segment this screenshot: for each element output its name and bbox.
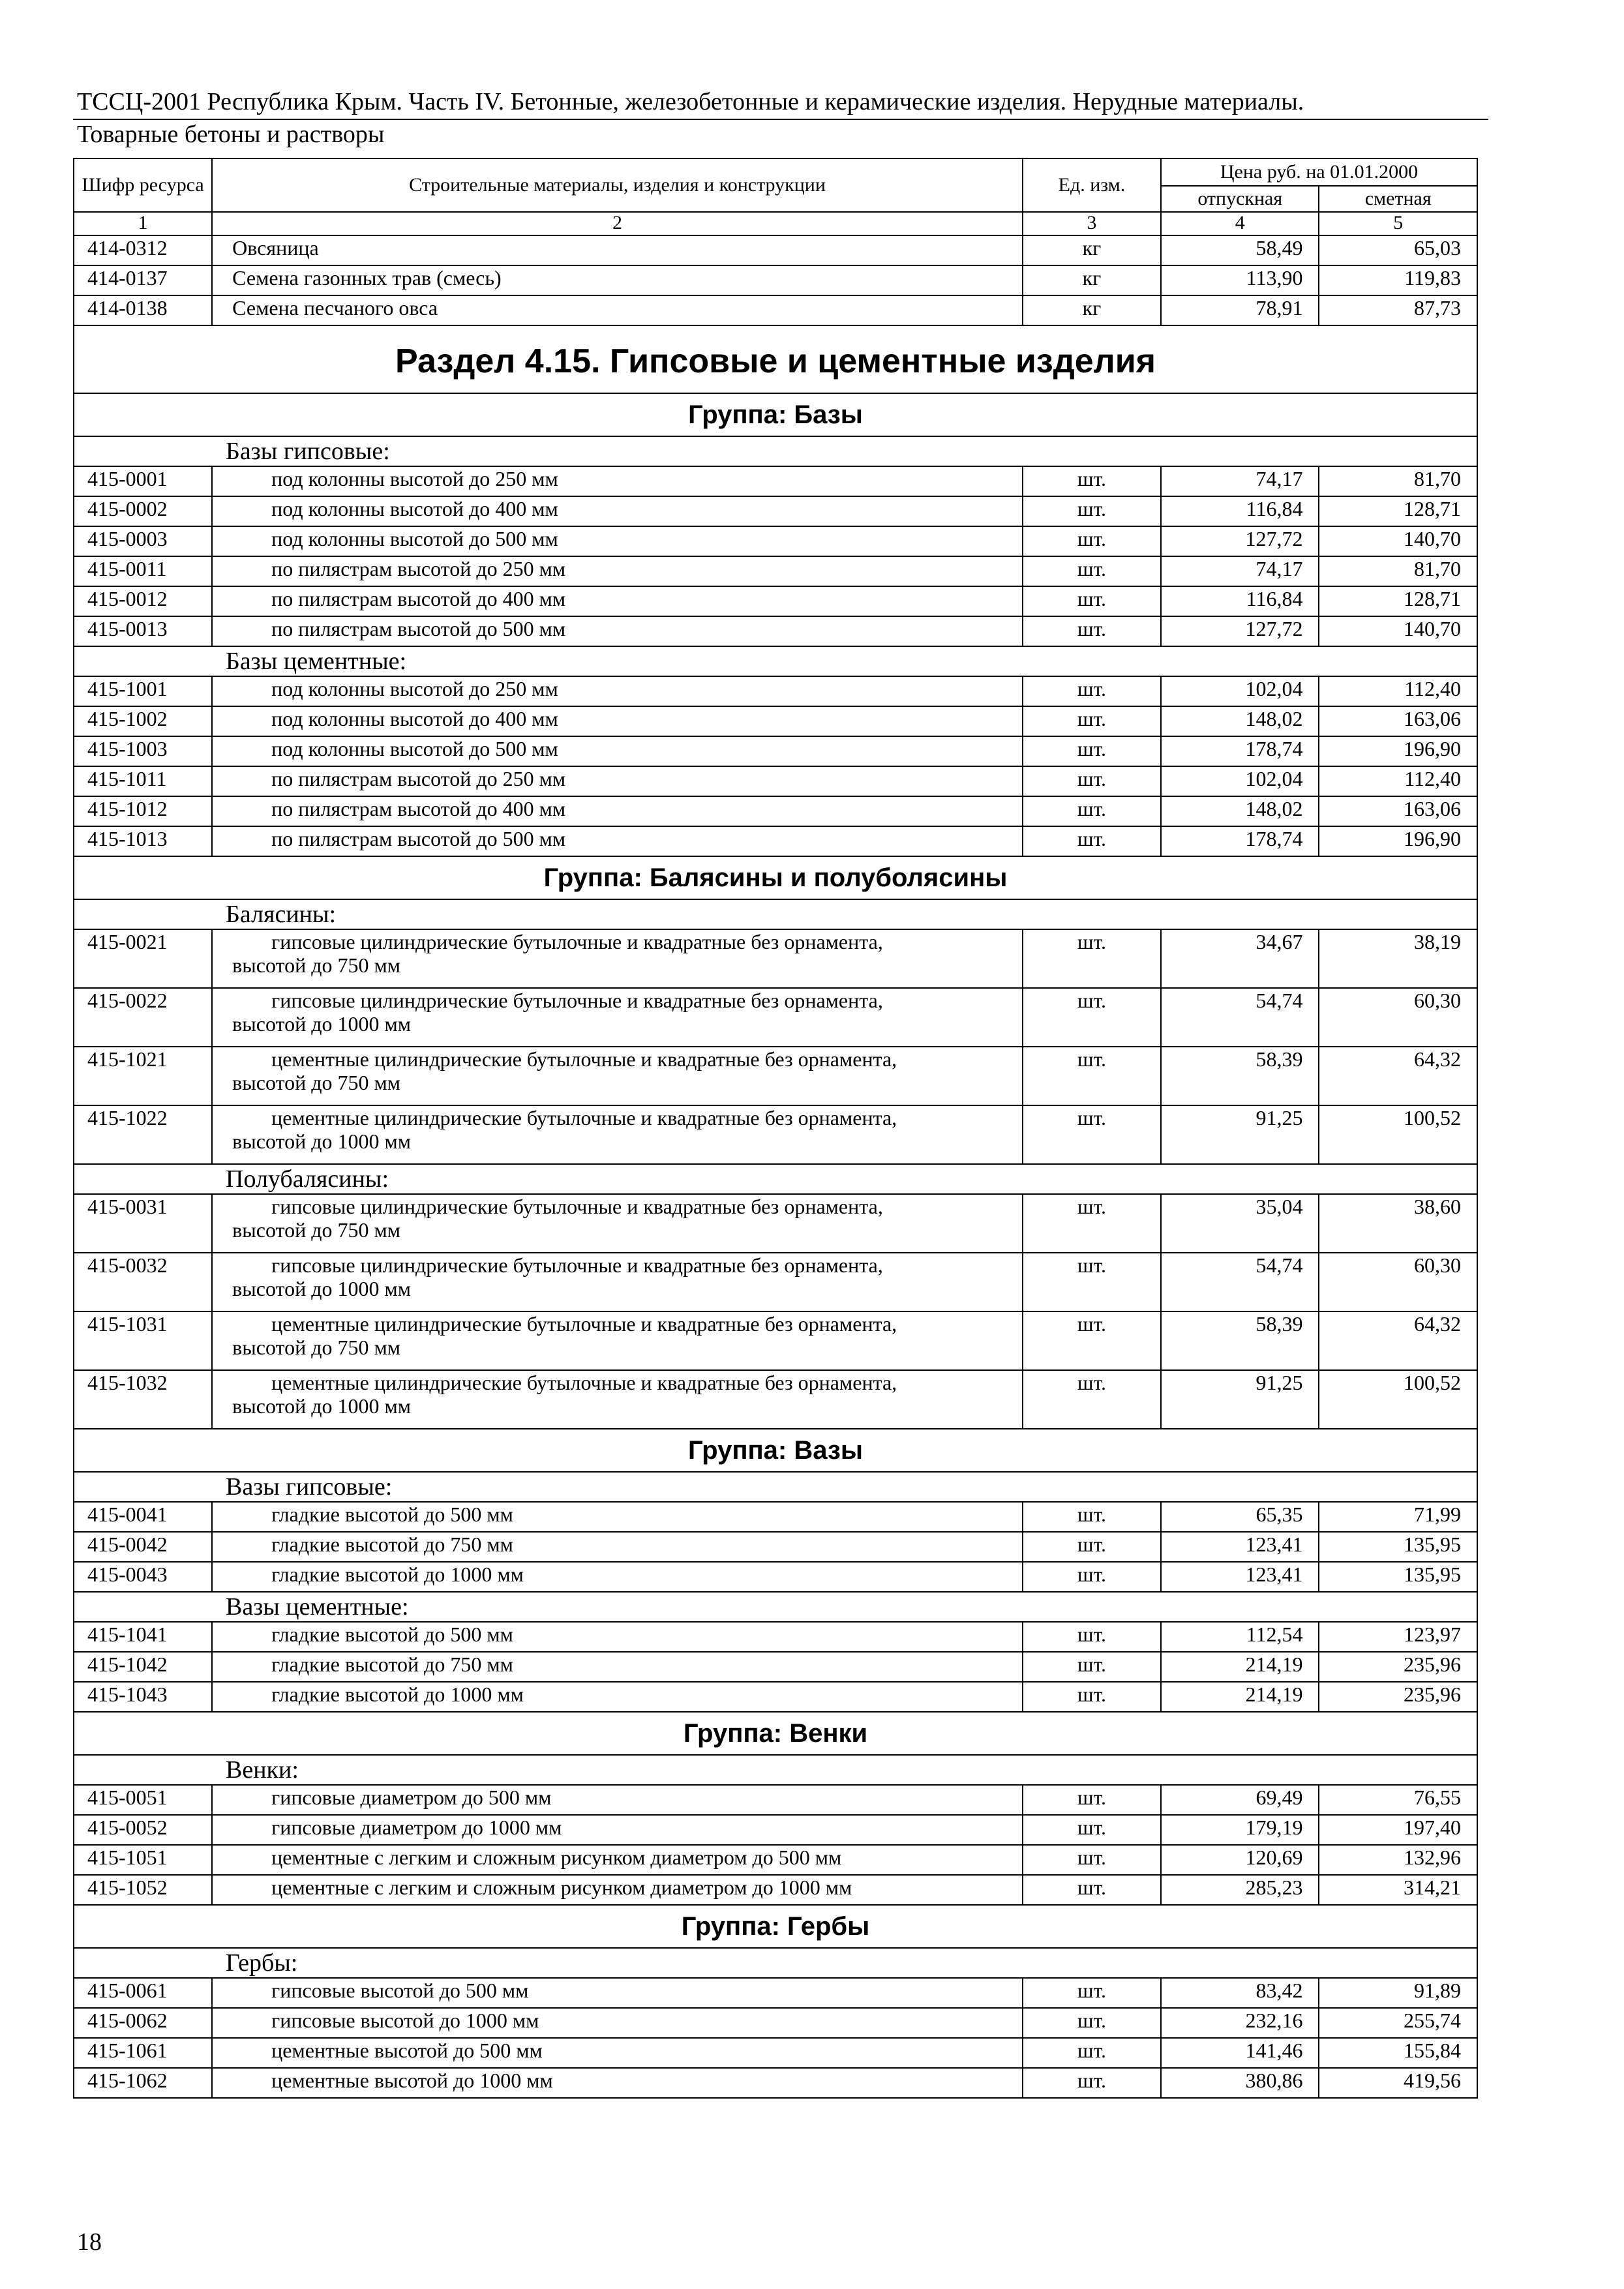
material-name-line1: цементные цилиндрические бутылочные и квадратные без орнамента, <box>271 1371 897 1394</box>
unit-of-measure: шт. <box>1023 1562 1161 1592</box>
group-title: Группа: Балясины и полуболясины <box>74 856 1477 899</box>
material-name: под колонны высотой до 500 мм <box>212 526 1023 556</box>
price-table <box>73 158 1478 2099</box>
material-name-line1: гипсовые цилиндрические бутылочные и квадратные без орнамента, <box>271 989 883 1012</box>
price-release: 127,72 <box>1161 526 1319 556</box>
material-name-line2: высотой до 1000 мм <box>232 1012 412 1036</box>
price-release: 116,84 <box>1161 496 1319 526</box>
resource-code: 415-0001 <box>74 466 212 496</box>
subgroup-title: Базы гипсовые: <box>74 436 1477 466</box>
material-name: Семена песчаного овса <box>212 295 1023 325</box>
price-estimate: 71,99 <box>1319 1502 1477 1532</box>
subgroup-title-row <box>74 1164 1477 1194</box>
table-row <box>74 2008 1477 2038</box>
price-estimate: 155,84 <box>1319 2038 1477 2068</box>
unit-of-measure: шт. <box>1023 929 1161 988</box>
table-row <box>74 988 1477 1047</box>
price-estimate: 100,52 <box>1319 1370 1477 1429</box>
unit-of-measure: шт. <box>1023 616 1161 646</box>
unit-of-measure: шт. <box>1023 676 1161 706</box>
table-row <box>74 526 1477 556</box>
price-release: 58,39 <box>1161 1047 1319 1105</box>
table-row <box>74 1311 1477 1370</box>
table-row <box>74 1047 1477 1105</box>
material-name <box>212 1194 1023 1253</box>
price-estimate: 135,95 <box>1319 1562 1477 1592</box>
price-table-body <box>74 158 1477 2098</box>
unit-of-measure: шт. <box>1023 1105 1161 1164</box>
material-name-line1: гипсовые цилиндрические бутылочные и квадратные без орнамента, <box>271 930 883 953</box>
resource-code: 415-0052 <box>74 1815 212 1845</box>
table-row <box>74 1875 1477 1905</box>
resource-code: 415-1043 <box>74 1682 212 1712</box>
unit-of-measure: шт. <box>1023 526 1161 556</box>
header-price-estimate: сметная <box>1319 186 1477 212</box>
material-name <box>212 1047 1023 1105</box>
unit-of-measure: шт. <box>1023 1502 1161 1532</box>
unit-of-measure: шт. <box>1023 2008 1161 2038</box>
table-row <box>74 1682 1477 1712</box>
material-name: под колонны высотой до 250 мм <box>212 676 1023 706</box>
price-release: 116,84 <box>1161 586 1319 616</box>
price-release: 65,35 <box>1161 1502 1319 1532</box>
header-name: Строительные материалы, изделия и конструкции <box>212 158 1023 212</box>
resource-code: 415-1021 <box>74 1047 212 1105</box>
price-release: 69,49 <box>1161 1785 1319 1815</box>
unit-of-measure: шт. <box>1023 1875 1161 1905</box>
unit-of-measure: шт. <box>1023 2068 1161 2098</box>
material-name-line1: цементные цилиндрические бутылочные и квадратные без орнамента, <box>271 1312 897 1336</box>
material-name <box>212 1253 1023 1311</box>
price-release: 285,23 <box>1161 1875 1319 1905</box>
resource-code: 414-0138 <box>74 295 212 325</box>
section-title: Раздел 4.15. Гипсовые и цементные изделия <box>74 325 1477 393</box>
price-estimate: 38,60 <box>1319 1194 1477 1253</box>
unit-of-measure: шт. <box>1023 1682 1161 1712</box>
resource-code: 415-0061 <box>74 1978 212 2008</box>
material-name <box>212 1105 1023 1164</box>
table-row <box>74 1652 1477 1682</box>
material-name-line2: высотой до 1000 мм <box>232 1394 412 1418</box>
table-row <box>74 2068 1477 2098</box>
table-row <box>74 929 1477 988</box>
price-estimate: 112,40 <box>1319 676 1477 706</box>
table-header-row <box>74 158 1477 186</box>
table-row <box>74 265 1477 295</box>
unit-of-measure: кг <box>1023 235 1161 265</box>
subgroup-title-row <box>74 1755 1477 1785</box>
table-row <box>74 1253 1477 1311</box>
price-release: 58,39 <box>1161 1311 1319 1370</box>
price-estimate: 119,83 <box>1319 265 1477 295</box>
header-code: Шифр ресурса <box>74 158 212 212</box>
price-estimate: 65,03 <box>1319 235 1477 265</box>
price-release: 179,19 <box>1161 1815 1319 1845</box>
material-name-line2: высотой до 1000 мм <box>232 1277 412 1300</box>
table-row <box>74 1532 1477 1562</box>
price-estimate: 163,06 <box>1319 796 1477 826</box>
unit-of-measure: шт. <box>1023 1652 1161 1682</box>
resource-code: 415-1011 <box>74 766 212 796</box>
table-row <box>74 2038 1477 2068</box>
price-estimate: 112,40 <box>1319 766 1477 796</box>
material-name: по пилястрам высотой до 250 мм <box>212 766 1023 796</box>
table-row <box>74 826 1477 856</box>
price-estimate: 197,40 <box>1319 1815 1477 1845</box>
price-estimate: 64,32 <box>1319 1311 1477 1370</box>
subgroup-title: Вазы гипсовые: <box>74 1472 1477 1502</box>
resource-code: 415-0043 <box>74 1562 212 1592</box>
price-release: 127,72 <box>1161 616 1319 646</box>
resource-code: 414-0137 <box>74 265 212 295</box>
table-row <box>74 1845 1477 1875</box>
price-release: 58,49 <box>1161 235 1319 265</box>
table-row <box>74 1370 1477 1429</box>
price-release: 35,04 <box>1161 1194 1319 1253</box>
material-name: по пилястрам высотой до 400 мм <box>212 796 1023 826</box>
price-estimate: 81,70 <box>1319 466 1477 496</box>
material-name: гладкие высотой до 1000 мм <box>212 1562 1023 1592</box>
subgroup-title-row <box>74 899 1477 929</box>
price-release: 74,17 <box>1161 466 1319 496</box>
price-release: 78,91 <box>1161 295 1319 325</box>
price-estimate: 91,89 <box>1319 1978 1477 2008</box>
material-name: под колонны высотой до 400 мм <box>212 706 1023 736</box>
unit-of-measure: шт. <box>1023 586 1161 616</box>
table-row <box>74 706 1477 736</box>
price-estimate: 235,96 <box>1319 1652 1477 1682</box>
price-release: 120,69 <box>1161 1845 1319 1875</box>
header-price-release: отпускная <box>1161 186 1319 212</box>
table-row <box>74 1978 1477 2008</box>
subgroup-title: Венки: <box>74 1755 1477 1785</box>
running-header-subtitle: Товарные бетоны и растворы <box>77 121 385 148</box>
price-estimate: 76,55 <box>1319 1785 1477 1815</box>
running-header-title: ТССЦ-2001 Республика Крым. Часть IV. Бетонные, железобетонные и керамические изделия. Нерудные материалы. <box>77 88 1304 115</box>
unit-of-measure: кг <box>1023 295 1161 325</box>
material-name: по пилястрам высотой до 500 мм <box>212 826 1023 856</box>
column-number: 4 <box>1161 212 1319 235</box>
resource-code: 415-1022 <box>74 1105 212 1164</box>
price-estimate: 196,90 <box>1319 826 1477 856</box>
material-name-line1: гипсовые цилиндрические бутылочные и квадратные без орнамента, <box>271 1253 883 1277</box>
unit-of-measure: шт. <box>1023 1253 1161 1311</box>
price-release: 148,02 <box>1161 796 1319 826</box>
price-release: 123,41 <box>1161 1532 1319 1562</box>
subgroup-title: Базы цементные: <box>74 646 1477 676</box>
table-row <box>74 1562 1477 1592</box>
column-number: 2 <box>212 212 1023 235</box>
price-release: 141,46 <box>1161 2038 1319 2068</box>
group-title-row <box>74 856 1477 899</box>
material-name: Овсяница <box>212 235 1023 265</box>
price-release: 102,04 <box>1161 766 1319 796</box>
resource-code: 415-1032 <box>74 1370 212 1429</box>
unit-of-measure: шт. <box>1023 1622 1161 1652</box>
table-row <box>74 1785 1477 1815</box>
material-name <box>212 1311 1023 1370</box>
material-name-line2: высотой до 1000 мм <box>232 1130 412 1153</box>
resource-code: 415-1031 <box>74 1311 212 1370</box>
price-estimate: 196,90 <box>1319 736 1477 766</box>
material-name: по пилястрам высотой до 400 мм <box>212 586 1023 616</box>
material-name: под колонны высотой до 500 мм <box>212 736 1023 766</box>
column-number: 1 <box>74 212 212 235</box>
price-estimate: 38,19 <box>1319 929 1477 988</box>
price-release: 232,16 <box>1161 2008 1319 2038</box>
unit-of-measure: шт. <box>1023 1815 1161 1845</box>
material-name: цементные высотой до 1000 мм <box>212 2068 1023 2098</box>
material-name: гладкие высотой до 750 мм <box>212 1652 1023 1682</box>
table-row <box>74 1502 1477 1532</box>
price-release: 112,54 <box>1161 1622 1319 1652</box>
subgroup-title-row <box>74 646 1477 676</box>
material-name-line2: высотой до 750 мм <box>232 953 401 977</box>
price-estimate: 140,70 <box>1319 616 1477 646</box>
resource-code: 415-1002 <box>74 706 212 736</box>
subgroup-title-row <box>74 1472 1477 1502</box>
subgroup-title: Вазы цементные: <box>74 1592 1477 1622</box>
resource-code: 415-1061 <box>74 2038 212 2068</box>
material-name-line2: высотой до 750 мм <box>232 1071 401 1094</box>
unit-of-measure: шт. <box>1023 826 1161 856</box>
unit-of-measure: шт. <box>1023 796 1161 826</box>
table-row <box>74 1105 1477 1164</box>
unit-of-measure: шт. <box>1023 736 1161 766</box>
material-name: по пилястрам высотой до 250 мм <box>212 556 1023 586</box>
resource-code: 415-1012 <box>74 796 212 826</box>
material-name: гипсовые высотой до 500 мм <box>212 1978 1023 2008</box>
material-name: гипсовые высотой до 1000 мм <box>212 2008 1023 2038</box>
material-name <box>212 988 1023 1047</box>
price-release: 91,25 <box>1161 1370 1319 1429</box>
price-release: 214,19 <box>1161 1652 1319 1682</box>
price-estimate: 235,96 <box>1319 1682 1477 1712</box>
price-release: 178,74 <box>1161 736 1319 766</box>
resource-code: 415-0041 <box>74 1502 212 1532</box>
price-estimate: 60,30 <box>1319 988 1477 1047</box>
resource-code: 415-0051 <box>74 1785 212 1815</box>
subgroup-title-row <box>74 436 1477 466</box>
material-name: гипсовые диаметром до 1000 мм <box>212 1815 1023 1845</box>
unit-of-measure: шт. <box>1023 1845 1161 1875</box>
resource-code: 415-1001 <box>74 676 212 706</box>
price-estimate: 100,52 <box>1319 1105 1477 1164</box>
resource-code: 415-1013 <box>74 826 212 856</box>
price-release: 83,42 <box>1161 1978 1319 2008</box>
resource-code: 415-1051 <box>74 1845 212 1875</box>
subgroup-title: Гербы: <box>74 1948 1477 1978</box>
price-release: 91,25 <box>1161 1105 1319 1164</box>
resource-code: 415-0032 <box>74 1253 212 1311</box>
table-row <box>74 295 1477 325</box>
resource-code: 415-0062 <box>74 2008 212 2038</box>
price-estimate: 140,70 <box>1319 526 1477 556</box>
unit-of-measure: шт. <box>1023 556 1161 586</box>
resource-code: 414-0312 <box>74 235 212 265</box>
resource-code: 415-1041 <box>74 1622 212 1652</box>
resource-code: 415-0042 <box>74 1532 212 1562</box>
group-title: Группа: Вазы <box>74 1429 1477 1472</box>
unit-of-measure: шт. <box>1023 706 1161 736</box>
column-number: 5 <box>1319 212 1477 235</box>
material-name: гладкие высотой до 750 мм <box>212 1532 1023 1562</box>
section-title-row <box>74 325 1477 393</box>
resource-code: 415-1062 <box>74 2068 212 2098</box>
unit-of-measure: шт. <box>1023 1978 1161 2008</box>
subgroup-title: Полубалясины: <box>74 1164 1477 1194</box>
column-number-row <box>74 212 1477 235</box>
material-name: цементные с легким и сложным рисунком диаметром до 1000 мм <box>212 1875 1023 1905</box>
material-name: гладкие высотой до 1000 мм <box>212 1682 1023 1712</box>
price-estimate: 128,71 <box>1319 586 1477 616</box>
table-row <box>74 676 1477 706</box>
table-row <box>74 496 1477 526</box>
group-title: Группа: Гербы <box>74 1905 1477 1948</box>
material-name-line1: гипсовые цилиндрические бутылочные и квадратные без орнамента, <box>271 1195 883 1218</box>
table-row <box>74 1622 1477 1652</box>
resource-code: 415-0011 <box>74 556 212 586</box>
price-estimate: 87,73 <box>1319 295 1477 325</box>
price-estimate: 132,96 <box>1319 1845 1477 1875</box>
resource-code: 415-1042 <box>74 1652 212 1682</box>
table-row <box>74 1194 1477 1253</box>
table-row <box>74 556 1477 586</box>
group-title: Группа: Венки <box>74 1712 1477 1755</box>
price-release: 380,86 <box>1161 2068 1319 2098</box>
price-release: 113,90 <box>1161 265 1319 295</box>
price-release: 34,67 <box>1161 929 1319 988</box>
unit-of-measure: шт. <box>1023 466 1161 496</box>
column-number: 3 <box>1023 212 1161 235</box>
price-release: 178,74 <box>1161 826 1319 856</box>
unit-of-measure: шт. <box>1023 1311 1161 1370</box>
price-estimate: 163,06 <box>1319 706 1477 736</box>
table-row <box>74 766 1477 796</box>
material-name: цементные высотой до 500 мм <box>212 2038 1023 2068</box>
material-name <box>212 1370 1023 1429</box>
page-number: 18 <box>77 2228 102 2256</box>
table-row <box>74 466 1477 496</box>
group-title-row <box>74 1905 1477 1948</box>
group-title-row <box>74 393 1477 436</box>
price-release: 74,17 <box>1161 556 1319 586</box>
material-name-line2: высотой до 750 мм <box>232 1218 401 1242</box>
price-estimate: 123,97 <box>1319 1622 1477 1652</box>
price-estimate: 81,70 <box>1319 556 1477 586</box>
price-estimate: 64,32 <box>1319 1047 1477 1105</box>
price-release: 123,41 <box>1161 1562 1319 1592</box>
price-estimate: 135,95 <box>1319 1532 1477 1562</box>
table-row <box>74 616 1477 646</box>
unit-of-measure: кг <box>1023 265 1161 295</box>
material-name: гипсовые диаметром до 500 мм <box>212 1785 1023 1815</box>
material-name: гладкие высотой до 500 мм <box>212 1622 1023 1652</box>
material-name: Семена газонных трав (смесь) <box>212 265 1023 295</box>
price-release: 54,74 <box>1161 1253 1319 1311</box>
unit-of-measure: шт. <box>1023 1047 1161 1105</box>
group-title-row <box>74 1429 1477 1472</box>
price-release: 214,19 <box>1161 1682 1319 1712</box>
material-name: по пилястрам высотой до 500 мм <box>212 616 1023 646</box>
resource-code: 415-0003 <box>74 526 212 556</box>
table-row <box>74 586 1477 616</box>
resource-code: 415-0022 <box>74 988 212 1047</box>
unit-of-measure: шт. <box>1023 1194 1161 1253</box>
price-release: 148,02 <box>1161 706 1319 736</box>
group-title-row <box>74 1712 1477 1755</box>
unit-of-measure: шт. <box>1023 1532 1161 1562</box>
material-name: цементные с легким и сложным рисунком диаметром до 500 мм <box>212 1845 1023 1875</box>
price-estimate: 419,56 <box>1319 2068 1477 2098</box>
price-estimate: 255,74 <box>1319 2008 1477 2038</box>
price-estimate: 128,71 <box>1319 496 1477 526</box>
unit-of-measure: шт. <box>1023 2038 1161 2068</box>
table-row <box>74 796 1477 826</box>
material-name-line1: цементные цилиндрические бутылочные и квадратные без орнамента, <box>271 1106 897 1130</box>
price-estimate: 314,21 <box>1319 1875 1477 1905</box>
material-name: гладкие высотой до 500 мм <box>212 1502 1023 1532</box>
material-name-line1: цементные цилиндрические бутылочные и квадратные без орнамента, <box>271 1047 897 1071</box>
subgroup-title-row <box>74 1592 1477 1622</box>
unit-of-measure: шт. <box>1023 988 1161 1047</box>
resource-code: 415-1052 <box>74 1875 212 1905</box>
unit-of-measure: шт. <box>1023 766 1161 796</box>
resource-code: 415-1003 <box>74 736 212 766</box>
resource-code: 415-0002 <box>74 496 212 526</box>
resource-code: 415-0031 <box>74 1194 212 1253</box>
material-name: под колонны высотой до 400 мм <box>212 496 1023 526</box>
price-release: 54,74 <box>1161 988 1319 1047</box>
table-row <box>74 736 1477 766</box>
price-estimate: 60,30 <box>1319 1253 1477 1311</box>
table-row <box>74 1815 1477 1845</box>
resource-code: 415-0012 <box>74 586 212 616</box>
resource-code: 415-0013 <box>74 616 212 646</box>
subgroup-title-row <box>74 1948 1477 1978</box>
unit-of-measure: шт. <box>1023 1785 1161 1815</box>
header-price: Цена руб. на 01.01.2000 <box>1161 158 1477 186</box>
unit-of-measure: шт. <box>1023 1370 1161 1429</box>
table-row <box>74 235 1477 265</box>
material-name: под колонны высотой до 250 мм <box>212 466 1023 496</box>
material-name-line2: высотой до 750 мм <box>232 1336 401 1359</box>
price-release: 102,04 <box>1161 676 1319 706</box>
subgroup-title: Балясины: <box>74 899 1477 929</box>
resource-code: 415-0021 <box>74 929 212 988</box>
material-name <box>212 929 1023 988</box>
group-title: Группа: Базы <box>74 393 1477 436</box>
header-unit: Ед. изм. <box>1023 158 1161 212</box>
unit-of-measure: шт. <box>1023 496 1161 526</box>
